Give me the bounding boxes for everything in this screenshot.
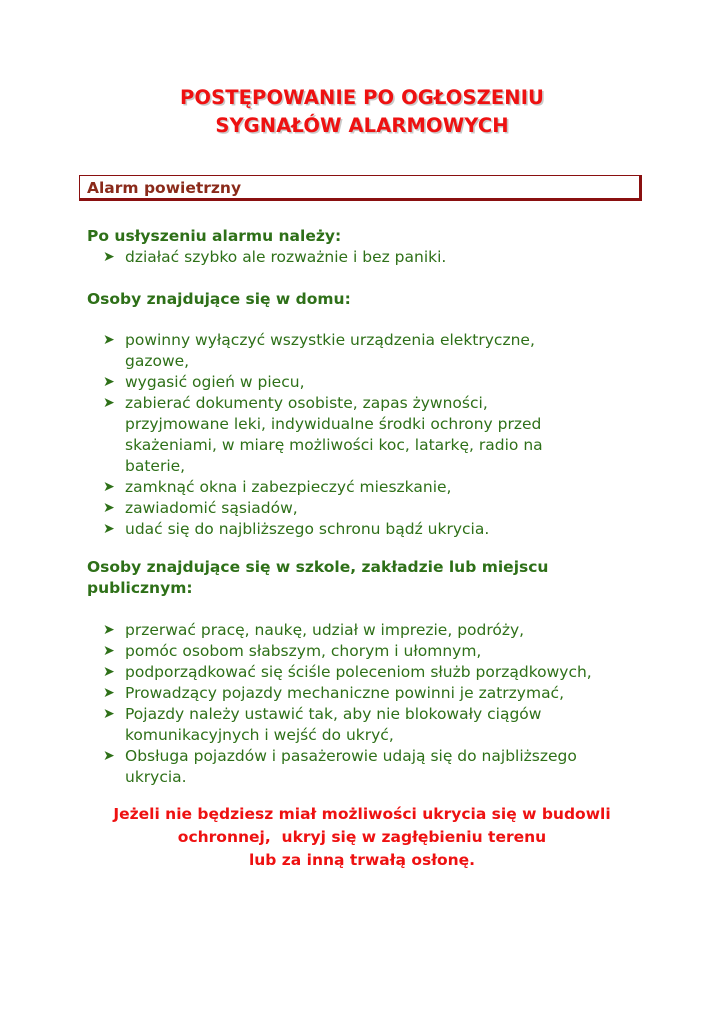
list-after-alarm xyxy=(0,247,645,268)
list-item xyxy=(0,330,645,372)
warning-line: Jeżeli nie będziesz miał możliwości ukrycia się w budowli xyxy=(113,805,611,823)
arrowhead-bullet-icon: ➤ xyxy=(103,374,115,390)
list-item-line: zamknąć okna i zabezpieczyć mieszkanie, xyxy=(125,478,452,496)
list-item xyxy=(0,746,645,788)
heading-public-places xyxy=(87,557,548,599)
list-item-line: pomóc osobom słabszym, chorym i ułomnym, xyxy=(125,642,482,660)
warning-line: ochronnej, ukryj się w zagłębieniu terenu xyxy=(177,828,547,846)
list-item xyxy=(0,498,645,519)
arrowhead-bullet-icon: ➤ xyxy=(103,249,115,265)
list-item-line: przerwać pracę, naukę, udział w imprezie, podróży, xyxy=(125,621,525,639)
arrowhead-bullet-icon: ➤ xyxy=(103,664,115,680)
arrowhead-bullet-icon: ➤ xyxy=(103,395,115,411)
list-item-line: Pojazdy należy ustawić tak, aby nie blokowały ciągów xyxy=(125,705,542,723)
arrowhead-bullet-icon: ➤ xyxy=(103,521,115,537)
document-title-line-2: SYGNAŁÓW ALARMOWYCH xyxy=(215,114,509,137)
list-item xyxy=(0,641,645,662)
document-title-line-1: POSTĘPOWANIE PO OGŁOSZENIU xyxy=(180,86,544,109)
list-item xyxy=(0,662,645,683)
list-item xyxy=(0,477,645,498)
arrowhead-bullet-icon: ➤ xyxy=(103,479,115,495)
list-item xyxy=(0,620,645,641)
list-item-text: działać szybko ale rozważnie i bez paniki. xyxy=(125,248,447,266)
heading-line: Osoby znajdujące się w szkole, zakładzie lub miejscu xyxy=(87,558,549,576)
list-item xyxy=(0,519,645,540)
warning-line: lub za inną trwałą osłonę. xyxy=(248,851,476,869)
list-item-line: komunikacyjnych i wejść do ukryć, xyxy=(125,726,394,744)
list-item xyxy=(0,683,645,704)
list-item xyxy=(0,372,645,393)
list-item-line: Prowadzący pojazdy mechaniczne powinni je zatrzymać, xyxy=(125,684,565,702)
arrowhead-bullet-icon: ➤ xyxy=(103,706,115,722)
list-item xyxy=(0,393,645,477)
section-header-label: Alarm powietrzny xyxy=(87,179,242,197)
list-item-line: udać się do najbliższego schronu bądź ukrycia. xyxy=(125,520,490,538)
list-item-line: baterie, xyxy=(125,457,186,475)
list-item-line: przyjmowane leki, indywidualne środki ochrony przed xyxy=(125,415,542,433)
arrowhead-bullet-icon: ➤ xyxy=(103,622,115,638)
heading-line: publicznym: xyxy=(87,579,193,597)
arrowhead-bullet-icon: ➤ xyxy=(103,685,115,701)
list-item-line: ukrycia. xyxy=(125,768,187,786)
heading-after-alarm: Po usłyszeniu alarmu należy: xyxy=(87,227,342,245)
list-item xyxy=(0,704,645,746)
warning-note xyxy=(0,803,724,872)
list-item xyxy=(0,247,645,268)
list-item-line: zabierać dokumenty osobiste, zapas żywności, xyxy=(125,394,488,412)
arrowhead-bullet-icon: ➤ xyxy=(103,643,115,659)
list-item-line: powinny wyłączyć wszystkie urządzenia elektryczne, xyxy=(125,331,535,349)
arrowhead-bullet-icon: ➤ xyxy=(103,332,115,348)
list-item-line: wygasić ogień w piecu, xyxy=(125,373,305,391)
heading-at-home: Osoby znajdujące się w domu: xyxy=(87,290,351,308)
arrowhead-bullet-icon: ➤ xyxy=(103,500,115,516)
list-item-line: zawiadomić sąsiadów, xyxy=(125,499,298,517)
list-public-places xyxy=(0,620,645,788)
list-item-line: gazowe, xyxy=(125,352,190,370)
list-item-line: podporządkować się ściśle poleceniom służb porządkowych, xyxy=(125,663,592,681)
arrowhead-bullet-icon: ➤ xyxy=(103,748,115,764)
list-item-line: Obsługa pojazdów i pasażerowie udają się do najbliższego xyxy=(125,747,577,765)
list-at-home xyxy=(0,330,645,540)
section-header-box xyxy=(79,175,642,201)
list-item-line: skażeniami, w miarę możliwości koc, latarkę, radio na xyxy=(125,436,543,454)
